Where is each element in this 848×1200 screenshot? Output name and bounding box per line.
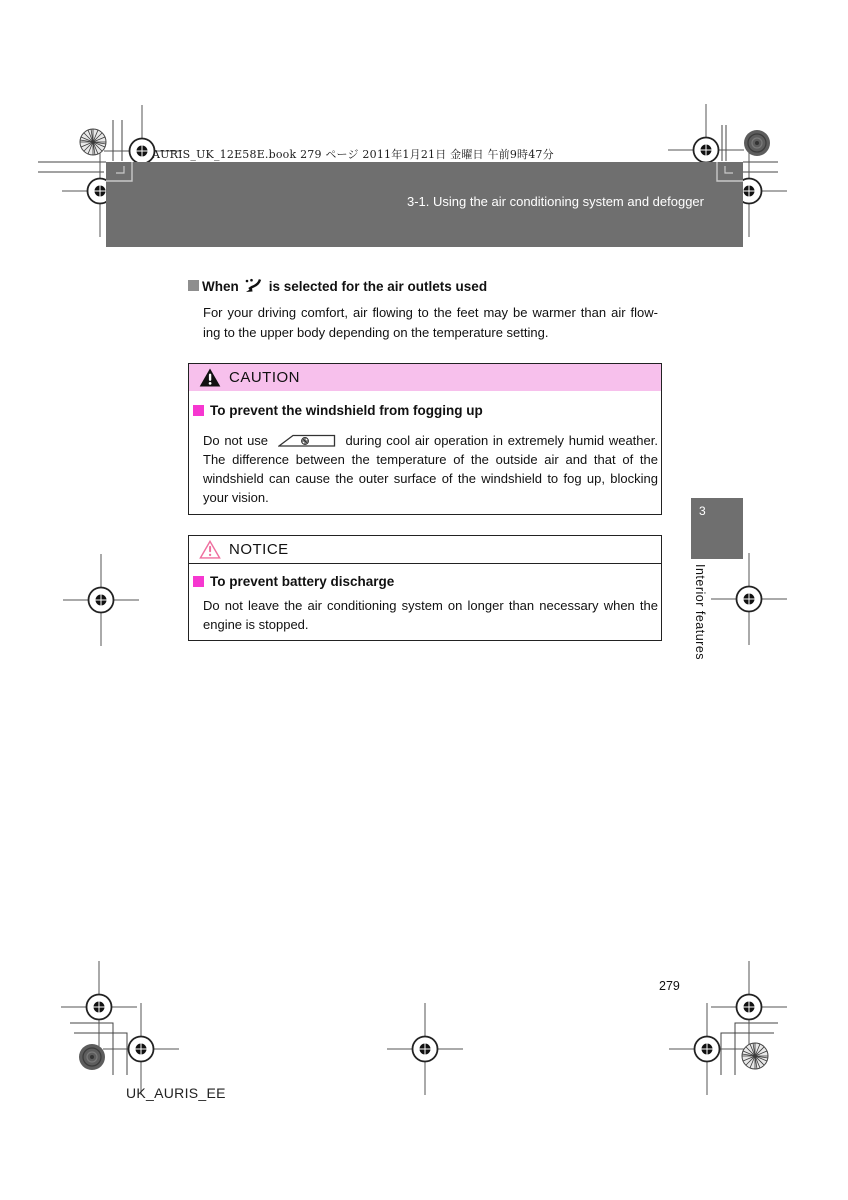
caution-item-heading: To prevent the windshield from fogging up xyxy=(210,403,483,418)
notice-item-heading: To prevent battery discharge xyxy=(210,574,395,589)
notice-box xyxy=(188,535,662,641)
warning-triangle-icon xyxy=(199,368,221,387)
caution-box xyxy=(188,363,662,515)
text-line: engine is stopped. xyxy=(203,617,309,632)
notice-header xyxy=(189,536,661,564)
chapter-title: 3-1. Using the air conditioning system and defogger xyxy=(406,194,704,209)
notice-body xyxy=(203,596,658,634)
section-square-marker xyxy=(188,280,199,291)
notice-bullet-square xyxy=(193,576,204,587)
caution-title: CAUTION xyxy=(229,369,300,386)
chapter-tab-label: Interior features xyxy=(693,564,707,661)
caution-body-rest xyxy=(203,450,658,507)
caution-body xyxy=(203,431,658,507)
caution-bullet-square xyxy=(193,405,204,416)
caution-item-heading-row xyxy=(193,403,661,419)
print-header-line: AURIS_UK_12E58E.book 279 ページ 2011年1月21日 金曜日 午前9時47分 xyxy=(152,148,554,161)
text-line: For your driving comfort, air flowing to the feet may be warmer than air flow- xyxy=(203,305,658,320)
text-line: Do not leave the air conditioning system on longer than necessary when the xyxy=(203,598,658,613)
text-line: your vision. xyxy=(203,490,269,505)
foot-airflow-icon xyxy=(243,278,265,293)
chapter-tab-number: 3 xyxy=(699,504,706,518)
section-heading xyxy=(188,278,487,295)
footer-code: UK_AURIS_EE xyxy=(126,1085,226,1101)
section-body xyxy=(203,303,658,342)
chapter-header-bar xyxy=(106,162,743,247)
caution-body-line1: Do not use during cool air operation in extremely humid weather. xyxy=(203,433,658,448)
windshield-defogger-icon xyxy=(278,433,336,448)
text-line: The difference between the temperature of the outside air and that of the xyxy=(203,452,658,467)
page-number: 279 xyxy=(659,979,680,993)
notice-item-heading-row xyxy=(193,574,661,590)
section-heading-text: When is selected for the air outlets used xyxy=(202,279,488,294)
notice-title: NOTICE xyxy=(229,541,289,558)
text-line: ing to the upper body depending on the temperature setting. xyxy=(203,324,549,340)
notice-triangle-icon xyxy=(199,540,221,559)
caution-header xyxy=(189,364,661,391)
chapter-tab xyxy=(691,498,743,559)
text-line: windshield can cause the outer surface of the windshield to fog up, blocking xyxy=(203,471,658,486)
